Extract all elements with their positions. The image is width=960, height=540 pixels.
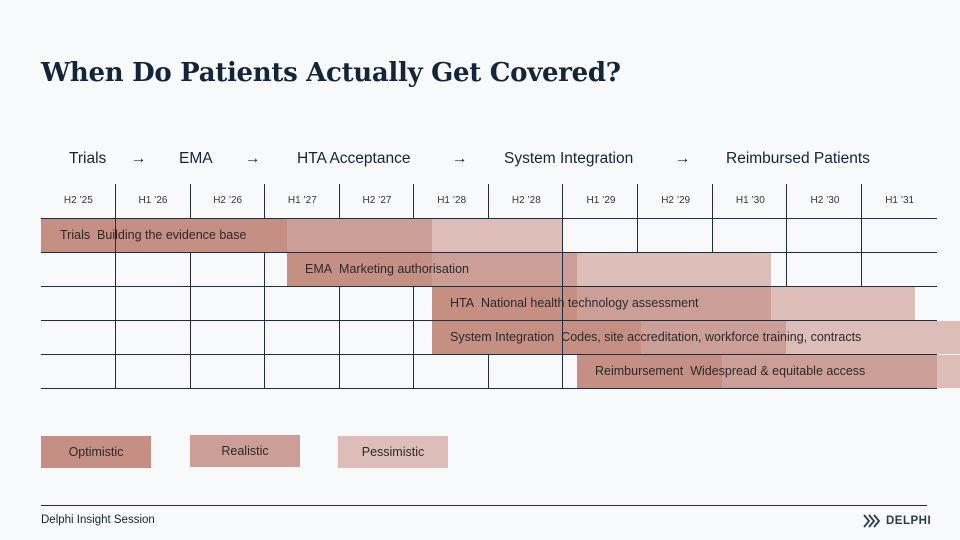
hta-bar-label: [450, 287, 699, 320]
flow-stage-reimbursed-patients: Reimbursed Patients: [726, 150, 870, 167]
legend-optimistic: Optimistic: [41, 436, 151, 468]
phase-name: Reimbursement: [595, 364, 684, 378]
period-label: H1 ’28: [437, 195, 467, 206]
trials-bar-label: [60, 219, 246, 252]
footer-title: Delphi Insight Session: [41, 514, 155, 526]
grid-line: [190, 253, 191, 389]
flow-stage-hta: HTA Acceptance: [297, 150, 411, 167]
phase-name: Trials: [60, 228, 91, 242]
page-title: When Do Patients Actually Get Covered?: [41, 58, 621, 88]
phase-description: Marketing authorisation: [339, 262, 469, 276]
legend-realistic: Realistic: [190, 435, 300, 467]
phase-name: System Integration: [450, 330, 555, 344]
period-label: H1 ’31: [885, 195, 915, 206]
phase-description: Codes, site accreditation, workforce training, contracts: [561, 330, 862, 344]
period-label: H1 ’29: [586, 195, 616, 206]
grid-line: [41, 252, 937, 253]
footer-divider: [41, 505, 927, 506]
flow-arrow: →: [452, 150, 468, 167]
period-label: H1 ’30: [735, 195, 765, 206]
timeline-grid: [41, 184, 937, 389]
period-label: H2 ’27: [362, 195, 392, 206]
legend-pessimistic: Pessimistic: [338, 436, 448, 468]
grid-line: [413, 287, 414, 389]
grid-line: [41, 388, 937, 389]
ema-bar-label: [305, 253, 469, 286]
phase-name: HTA: [450, 296, 475, 310]
period-label: H1 ’26: [138, 195, 168, 206]
phase-description: National health technology assessment: [481, 296, 699, 310]
phase-description: Building the evidence base: [97, 228, 247, 242]
flow-arrow: →: [245, 150, 261, 167]
delphi-logo: [863, 513, 931, 529]
grid-line: [264, 253, 265, 389]
flow-stage-trials: Trials: [69, 150, 107, 167]
grid-line: [115, 184, 116, 389]
phase-name: EMA: [305, 262, 333, 276]
grid-line: [488, 355, 489, 389]
period-label: H2 ’29: [661, 195, 691, 206]
logo-text: DELPHI: [886, 515, 932, 527]
period-label: H1 ’27: [287, 195, 317, 206]
delphi-logo-icon: [863, 514, 882, 528]
grid-line: [339, 287, 340, 389]
phase-description: Widespread & equitable access: [690, 364, 866, 378]
stage-flow: [0, 150, 960, 172]
system-integration-bar-label: [450, 321, 861, 354]
period-label: H2 ’26: [213, 195, 243, 206]
period-label: H2 ’28: [511, 195, 541, 206]
flow-stage-ema: EMA: [179, 150, 213, 167]
period-label: H2 ’30: [810, 195, 840, 206]
flow-stage-system-integration: System Integration: [504, 150, 634, 167]
period-label: H2 ’25: [63, 195, 93, 206]
reimbursement-bar-label: [595, 355, 865, 388]
flow-arrow: →: [675, 150, 691, 167]
flow-arrow: →: [131, 150, 147, 167]
